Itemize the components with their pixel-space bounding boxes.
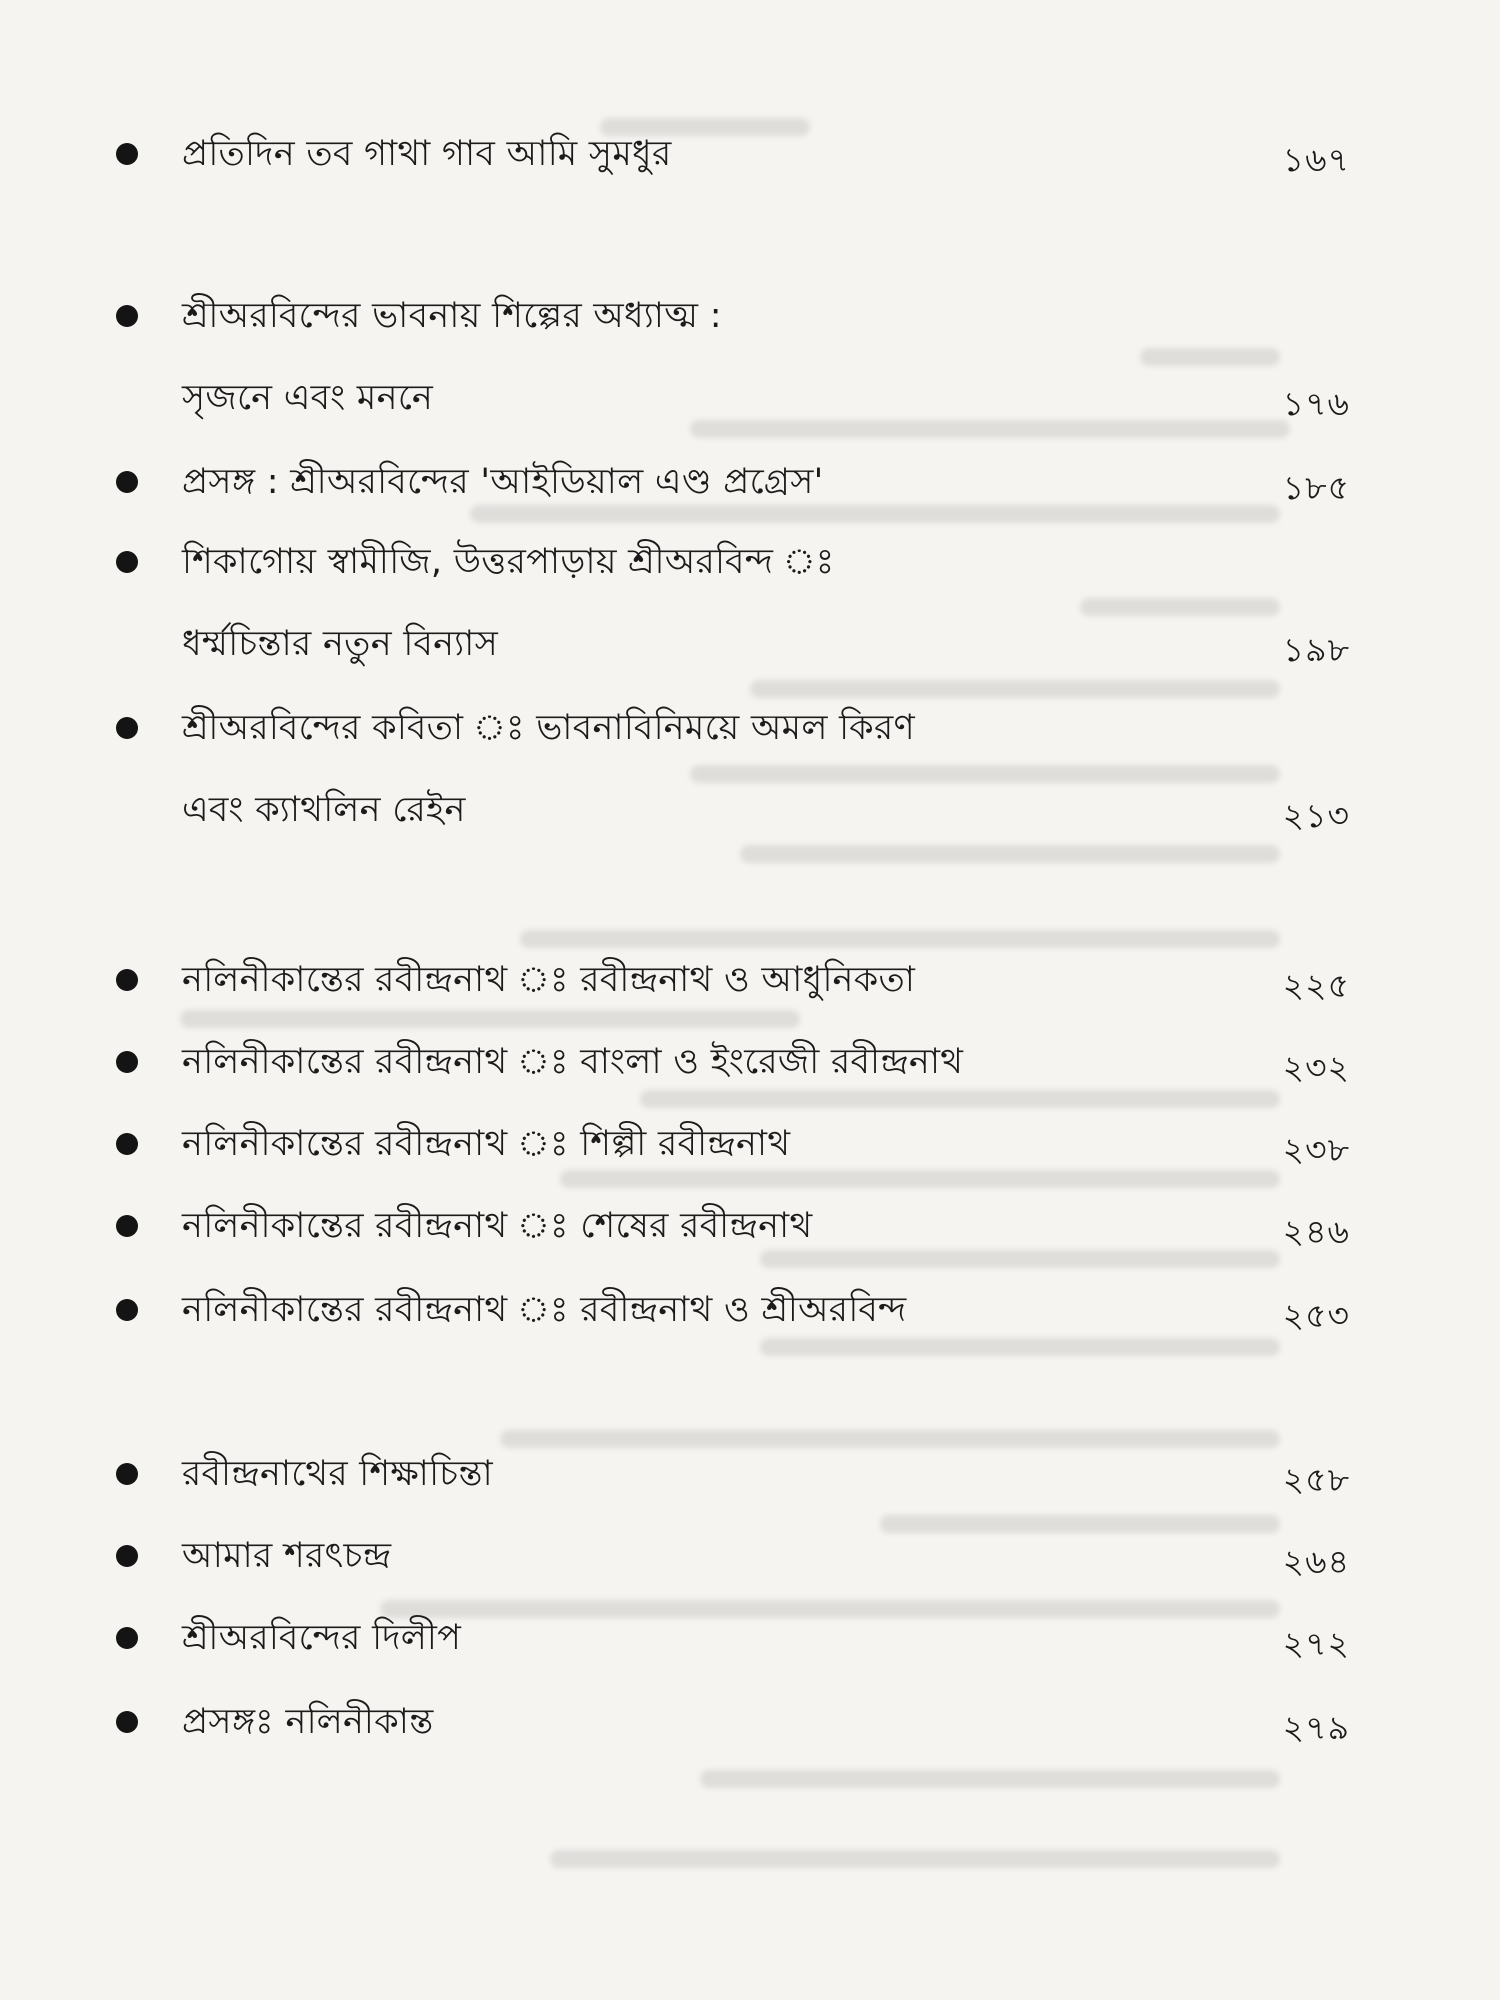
entry-title-continued: সৃজনে এবং মননে <box>182 378 434 418</box>
bullet-icon <box>116 1133 138 1155</box>
bullet-icon <box>116 471 138 493</box>
entry-title: রবীন্দ্রনাথের শিক্ষাচিন্তা <box>182 1454 493 1494</box>
entry-page-number: ২৬৪ <box>1282 1542 1350 1581</box>
bullet-icon <box>116 1627 138 1649</box>
entry-title: শ্রীঅরবিন্দের কবিতা ঃ ভাবনাবিনিময়ে অমল কিরণ <box>182 708 915 748</box>
bullet-icon <box>116 305 138 327</box>
entry-page-number: ২৭৯ <box>1282 1708 1350 1747</box>
entry-page-number: ২৫৩ <box>1282 1296 1350 1335</box>
entry-title: শ্রীঅরবিন্দের ভাবনায় শিল্পের অধ্যাত্ম : <box>182 296 722 336</box>
entry-page-number: ২৭২ <box>1282 1624 1350 1663</box>
bullet-icon <box>116 551 138 573</box>
entry-page-number: ১৬৭ <box>1282 140 1350 179</box>
entry-page-number: ১৭৬ <box>1282 384 1350 423</box>
bullet-icon <box>116 1711 138 1733</box>
bullet-icon <box>116 717 138 739</box>
bullet-icon <box>116 1051 138 1073</box>
entry-title-continued: ধর্ম্মচিন্তার নতুন বিন্যাস <box>182 624 499 664</box>
entry-title: নলিনীকান্তের রবীন্দ্রনাথ ঃ রবীন্দ্রনাথ ও আধুনিকতা <box>182 960 916 1000</box>
entry-title: শ্রীঅরবিন্দের দিলীপ <box>182 1618 462 1658</box>
bullet-icon <box>116 969 138 991</box>
entry-title: নলিনীকান্তের রবীন্দ্রনাথ ঃ শেষের রবীন্দ্রনাথ <box>182 1206 813 1246</box>
entry-title: আমার শরৎচন্দ্র <box>182 1536 392 1576</box>
entry-title: প্রসঙ্গ : শ্রীঅরবিন্দের 'আইডিয়াল এণ্ড প্রগ্রেস' <box>182 462 824 502</box>
entry-title: প্রসঙ্গঃ নলিনীকান্ত <box>182 1702 434 1742</box>
entry-title: শিকাগোয় স্বামীজি, উত্তরপাড়ায় শ্রীঅরবিন্দ ঃ <box>182 542 835 582</box>
entry-title: নলিনীকান্তের রবীন্দ্রনাথ ঃ বাংলা ও ইংরেজী রবীন্দ্রনাথ <box>182 1042 964 1082</box>
entry-page-number: ২৩২ <box>1282 1048 1350 1087</box>
entry-page-number: ১৯৮ <box>1282 630 1350 669</box>
entry-page-number: ২২৫ <box>1282 966 1350 1005</box>
entry-page-number: ২৩৮ <box>1282 1130 1350 1169</box>
entry-title: প্রতিদিন তব গাথা গাব আমি সুমধুর <box>182 134 672 174</box>
entry-title-continued: এবং ক্যাথলিন রেইন <box>182 790 466 830</box>
bullet-icon <box>116 1215 138 1237</box>
entry-page-number: ২৪৬ <box>1282 1212 1350 1251</box>
bullet-icon <box>116 1299 138 1321</box>
entry-title: নলিনীকান্তের রবীন্দ্রনাথ ঃ রবীন্দ্রনাথ ও শ্রীঅরবিন্দ <box>182 1290 907 1330</box>
bullet-icon <box>116 143 138 165</box>
entry-page-number: ২৫৮ <box>1282 1460 1350 1499</box>
bullet-icon <box>116 1463 138 1485</box>
bullet-icon <box>116 1545 138 1567</box>
entry-page-number: ১৮৫ <box>1282 468 1350 507</box>
entry-title: নলিনীকান্তের রবীন্দ্রনাথ ঃ শিল্পী রবীন্দ্রনাথ <box>182 1124 791 1164</box>
entry-page-number: ২১৩ <box>1282 796 1350 835</box>
